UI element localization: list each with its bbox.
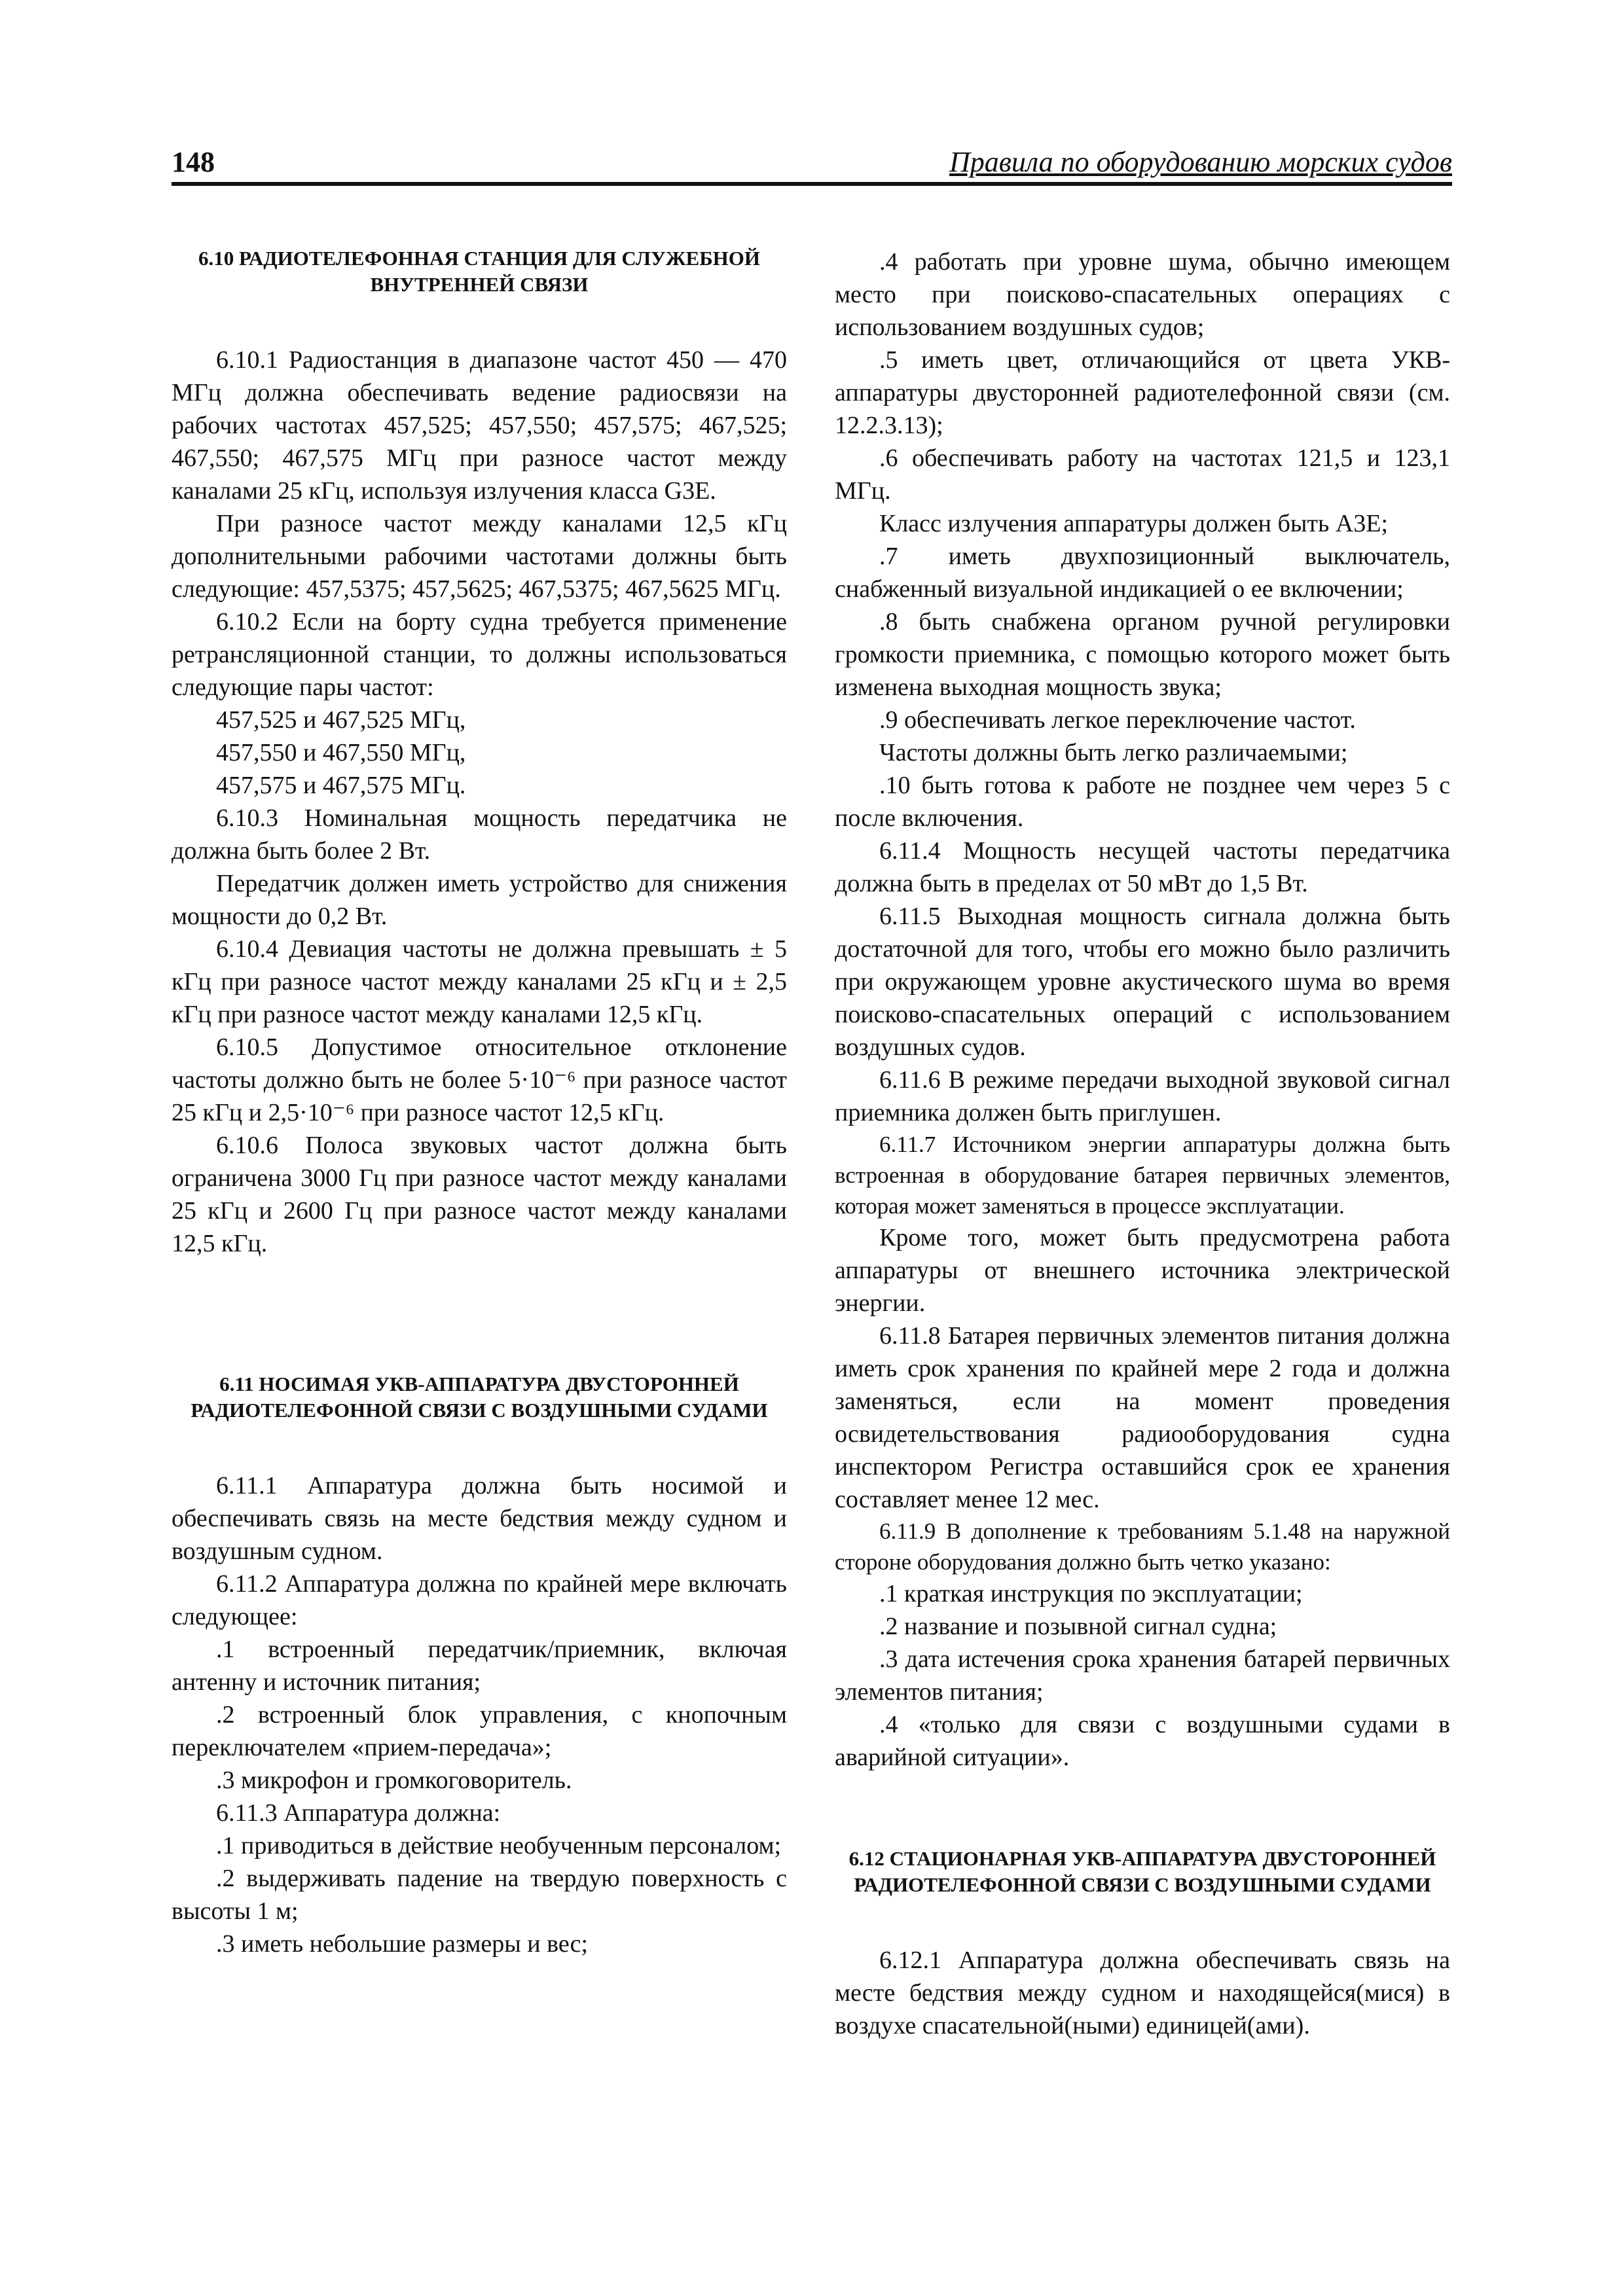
running-title: Правила по оборудованию морских судов — [949, 146, 1452, 178]
list-item: .3 микрофон и громкоговоритель. — [216, 1767, 572, 1794]
frequency-pair: 457,550 и 467,550 МГц, — [216, 739, 466, 766]
paragraph: Частоты должны быть легко различаемыми; — [879, 739, 1348, 766]
paragraph: Кроме того, может быть предусмотрена работа аппаратуры от внешнего источника электрической энергии. — [835, 1224, 1450, 1317]
paragraph: 6.11.4 Мощность несущей частоты передатчика должна быть в пределах от 50 мВт до 1,5 Вт. — [835, 837, 1450, 897]
list-item: .2 выдерживать падение на твердую поверхность с высоты 1 м; — [172, 1865, 787, 1925]
paragraph: 6.10.4 Девиация частоты не должна превышать ± 5 кГц при разносе частот между каналами 25 кГц и ± 2,5 кГц при разносе частот между каналами 12,5 кГц. — [172, 935, 787, 1028]
paragraph: Класс излучения аппаратуры должен быть A3E; — [879, 510, 1389, 537]
paragraph: 6.10.6 Полоса звуковых частот должна быть ограничена 3000 Гц при разносе частот между каналами 25 кГц и 2600 Гц при разносе частот между каналами 12,5 кГц. — [172, 1132, 787, 1257]
right-column — [835, 245, 1450, 2042]
paragraph: 6.11.2 Аппаратура должна по крайней мере включать следующее: — [172, 1570, 787, 1630]
list-item: .8 быть снабжена органом ручной регулировки громкости приемника, с помощью которого может быть изменена выходная мощность звука; — [835, 608, 1450, 701]
paragraph: 6.10.5 Допустимое относительное отклонение частоты должно быть не более 5·10⁻⁶ при разносе частот 25 кГц и 2,5·10⁻⁶ при разносе частот 12,5 кГц. — [172, 1033, 787, 1126]
list-item: .4 работать при уровне шума, обычно имеющем место при поисково-спасательных операциях с использованием воздушных судов; — [835, 248, 1450, 341]
paragraph: 6.10.1 Радиостанция в диапазоне частот 450 — 470 МГц должна обеспечивать ведение радиосвязи на рабочих частотах 457,525; 457,550; 457,575; 467,525; 467,550; 467,575 МГц при разносе частот между каналами 25 кГц, используя излучения класса G3E. — [172, 346, 787, 505]
left-column — [172, 245, 787, 1960]
list-item: .3 дата истечения срока хранения батарей первичных элементов питания; — [835, 1645, 1450, 1706]
list-item: .1 краткая инструкция по эксплуатации; — [879, 1580, 1303, 1607]
paragraph: 6.12.1 Аппаратура должна обеспечивать связь на месте бедствия между судном и находящейся(мися) в воздухе спасательной(ными) единицей(ами). — [835, 1946, 1450, 2039]
page-header — [172, 145, 1452, 186]
list-item: .2 встроенный блок управления, с кнопочным переключателем «прием-передача»; — [172, 1701, 787, 1761]
list-item: .4 «только для связи с воздушными судами в аварийной ситуации». — [835, 1711, 1450, 1771]
paragraph: 6.11.6 В режиме передачи выходной звуковой сигнал приемника должен быть приглушен. — [835, 1066, 1450, 1126]
paragraph: 6.10.2 Если на борту судна требуется применение ретрансляционной станции, то должны использоваться следующие пары частот: — [172, 608, 787, 701]
list-item: .9 обеспечивать легкое переключение частот. — [879, 706, 1356, 734]
frequency-pair: 457,525 и 467,525 МГц, — [216, 706, 466, 734]
paragraph: 6.11.9 В дополнение к требованиям 5.1.48 на наружной стороне оборудования должно быть четко указано: — [835, 1518, 1450, 1575]
paragraph: 6.11.7 Источником энергии аппаратуры должна быть встроенная в оборудование батарея первичных элементов, которая может заменяться в процессе эксплуатации. — [835, 1132, 1450, 1219]
list-item: .10 быть готова к работе не позднее чем через 5 с после включения. — [835, 772, 1450, 832]
section-heading-6-12: 6.12 СТАЦИОНАРНАЯ УКВ-АППАРАТУРА ДВУСТОРОННЕЙ РАДИОТЕЛЕФОННОЙ СВЯЗИ С ВОЗДУШНЫМИ СУДАМИ — [848, 1847, 1436, 1896]
list-item: .5 иметь цвет, отличающийся от цвета УКВ-аппаратуры двусторонней радиотелефонной связи (см. 12.2.3.13); — [835, 346, 1450, 439]
paragraph: Передатчик должен иметь устройство для снижения мощности до 0,2 Вт. — [172, 870, 787, 930]
list-item: .7 иметь двухпозиционный выключатель, снабженный визуальной индикацией о ее включении; — [835, 543, 1450, 603]
section-heading-6-11: 6.11 НОСИМАЯ УКВ-АППАРАТУРА ДВУСТОРОННЕЙ РАДИОТЕЛЕФОННОЙ СВЯЗИ С ВОЗДУШНЫМИ СУДАМИ — [191, 1372, 768, 1422]
paragraph: 6.11.1 Аппаратура должна быть носимой и обеспечивать связь на месте бедствия между судном и воздушным судном. — [172, 1472, 787, 1565]
paragraph: 6.11.8 Батарея первичных элементов питания должна иметь срок хранения по крайней мере 2 года и должна заменяться, если на момент проведения освидетельствования радиооборудования судна инспектором Регистра оставшийся срок ее хранения составляет менее 12 мес. — [835, 1322, 1450, 1513]
frequency-pair: 457,575 и 467,575 МГц. — [216, 772, 466, 799]
paragraph: 6.10.3 Номинальная мощность передатчика не должна быть более 2 Вт. — [172, 804, 787, 865]
list-item: .1 приводиться в действие необученным персоналом; — [216, 1832, 782, 1859]
list-item: .2 название и позывной сигнал судна; — [879, 1613, 1277, 1640]
list-item: .6 обеспечивать работу на частотах 121,5 и 123,1 МГц. — [835, 444, 1450, 505]
paragraph: 6.11.3 Аппаратура должна: — [216, 1799, 501, 1827]
list-item: .3 иметь небольшие размеры и вес; — [216, 1930, 589, 1958]
paragraph: 6.11.5 Выходная мощность сигнала должна быть достаточной для того, чтобы его можно было различить при окружающем уровне акустического шума во время поисково-спасательных операций с использованием воздушных судов. — [835, 903, 1450, 1061]
paragraph: При разносе частот между каналами 12,5 кГц дополнительными рабочими частотами должны быть следующие: 457,5375; 457,5625; 467,5375; 467,5625 МГц. — [172, 510, 787, 603]
list-item: .1 встроенный передатчик/приемник, включая антенну и источник питания; — [172, 1636, 787, 1696]
section-heading-6-10: 6.10 РАДИОТЕЛЕФОННАЯ СТАНЦИЯ ДЛЯ СЛУЖЕБНОЙ ВНУТРЕННЕЙ СВЯЗИ — [198, 247, 761, 296]
page-number: 148 — [172, 146, 215, 178]
